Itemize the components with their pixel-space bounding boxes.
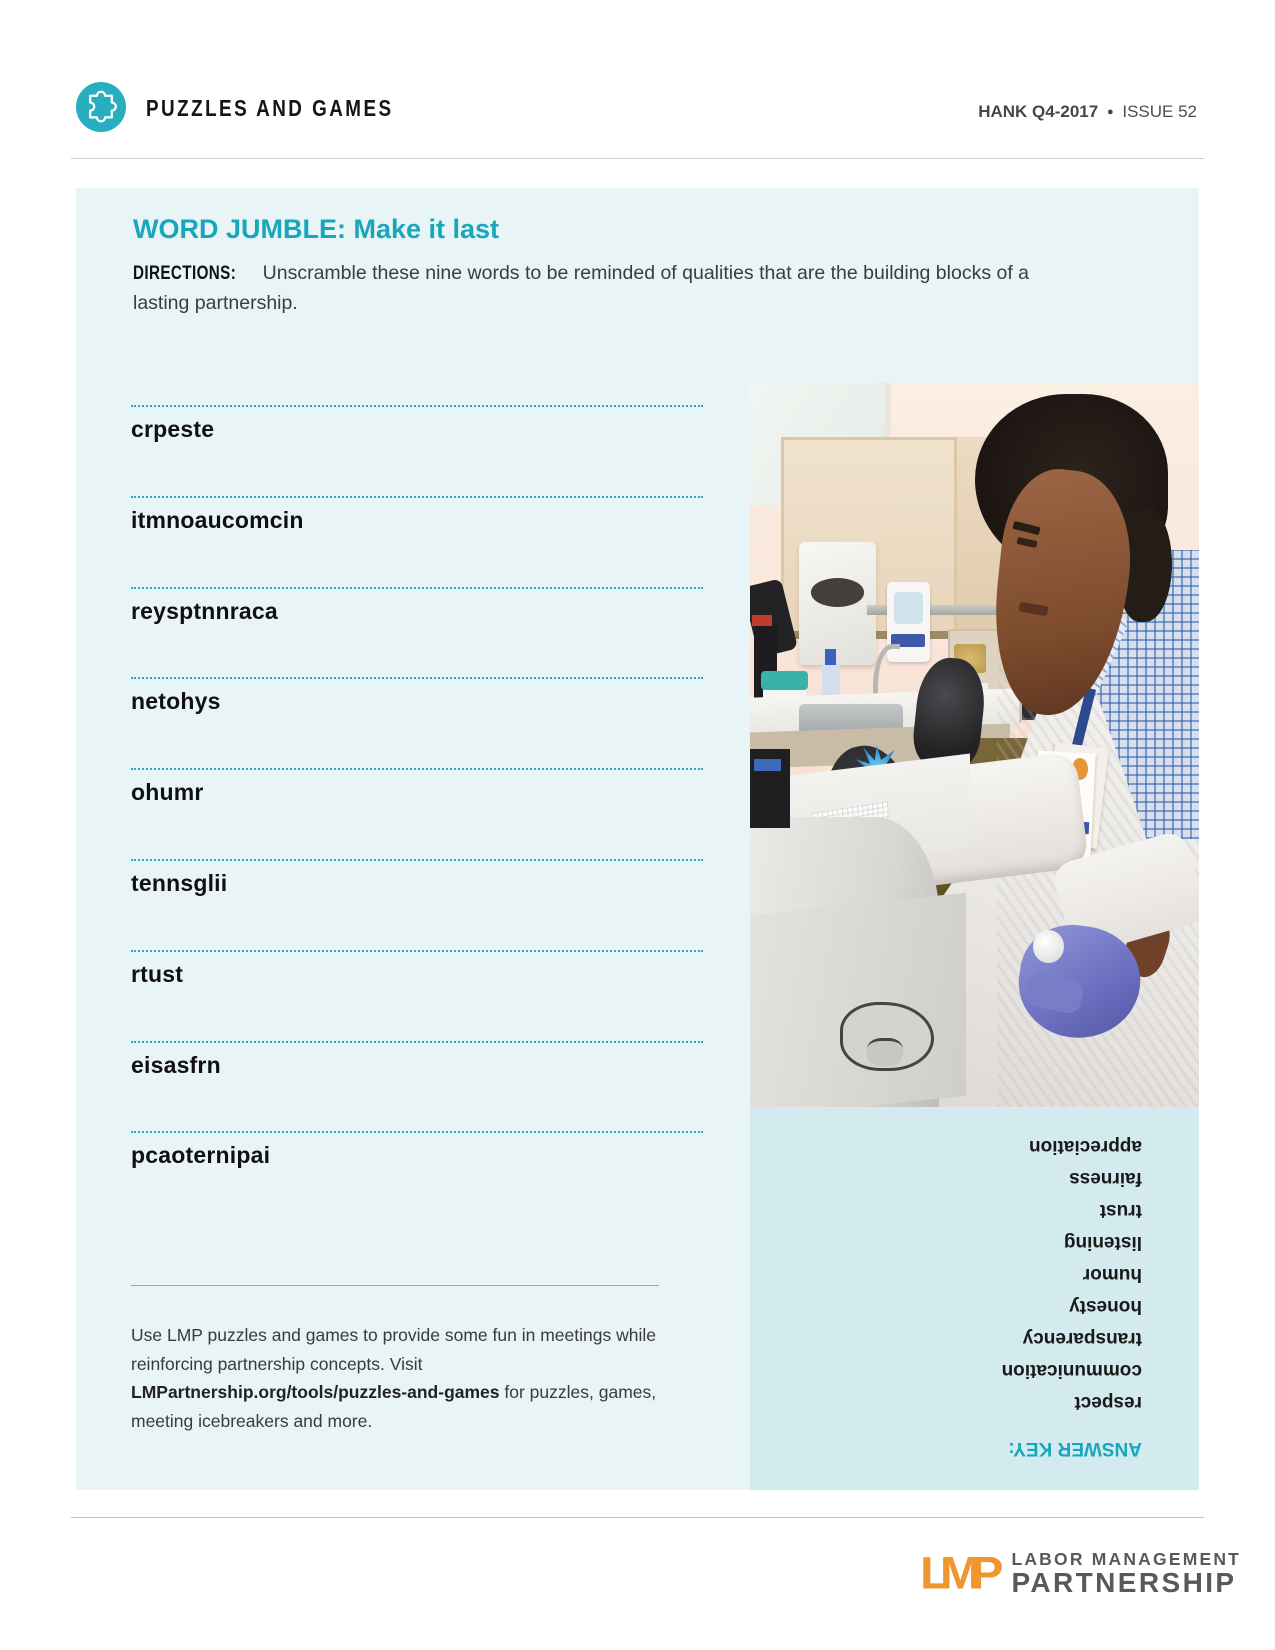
- answer-word: humor: [1082, 1264, 1142, 1285]
- note-divider: [131, 1285, 659, 1286]
- scrambled-word: ohumr: [131, 779, 204, 806]
- jumble-word-list: [131, 405, 703, 1222]
- issue-number: ISSUE 52: [1122, 102, 1197, 121]
- jumble-row: [131, 587, 703, 678]
- scrambled-word: rtust: [131, 960, 184, 987]
- photo-white-cap: [1033, 930, 1064, 963]
- jumble-row: [131, 496, 703, 587]
- note-text: Use LMP puzzles and games to provide some fun in meetings while reinforcing partnership concepts. Visit: [131, 1325, 656, 1374]
- footer-divider: [71, 1517, 1204, 1518]
- scrambled-word: tennsglii: [131, 869, 228, 896]
- photo-dark-device-label: [754, 759, 781, 771]
- answer-word: trust: [1099, 1200, 1142, 1221]
- puzzle-title: WORD JUMBLE: Make it last: [133, 214, 500, 244]
- scrambled-word: itmnoaucomcin: [131, 506, 304, 533]
- puzzle-panel: [76, 188, 1199, 1490]
- section-title: PUZZLES AND GAMES: [146, 95, 394, 121]
- usage-note: [131, 1321, 683, 1436]
- photo-spray-cap: [825, 649, 836, 665]
- lmp-logo: [920, 1550, 1241, 1597]
- photo-tub-lid: [761, 671, 808, 690]
- issue-info: [978, 102, 1197, 122]
- issue-edition: HANK Q4-2017: [978, 102, 1099, 121]
- answer-key-label: ANSWER KEY:: [1008, 1438, 1142, 1459]
- jumble-row: [131, 950, 703, 1041]
- jumble-row: [131, 1041, 703, 1132]
- directions-text: Unscramble these nine words to be reminded of qualities that are the building blocks of a lasting partnership.: [133, 262, 1030, 315]
- answer-word: communication: [1001, 1360, 1142, 1381]
- note-link: LMPartnership.org/tools/puzzles-and-games: [131, 1382, 500, 1403]
- logo-line2: PARTNERSHIP: [1011, 1567, 1237, 1598]
- puzzle-icon: [76, 82, 126, 132]
- answer-key-panel: [750, 1107, 1199, 1490]
- jumble-row: [131, 1131, 703, 1222]
- photo-soap-window: [894, 592, 923, 625]
- lmp-logo-text: [1011, 1550, 1241, 1597]
- lmp-logo-mark: LMP: [920, 1548, 994, 1599]
- photo-analyzer-front: [750, 893, 966, 1107]
- jumble-row: [131, 405, 703, 496]
- jumble-row: [131, 859, 703, 950]
- answer-word: fairness: [1069, 1168, 1142, 1189]
- answer-word: transparency: [1022, 1328, 1142, 1349]
- scrambled-word: pcaoternipai: [131, 1142, 271, 1169]
- jumble-row: [131, 768, 703, 859]
- answer-word: respect: [1074, 1392, 1142, 1413]
- separator-bullet: ●: [1106, 106, 1114, 118]
- scrambled-word: reysptnnraca: [131, 597, 278, 624]
- photo-analyzer-hole-notch: [867, 1038, 903, 1066]
- scrambled-word: netohys: [131, 688, 221, 715]
- scrambled-word: eisasfrn: [131, 1051, 221, 1078]
- answer-word: listening: [1063, 1232, 1142, 1253]
- puzzle-piece-glyph: [83, 89, 119, 125]
- lab-technician-photo: [750, 383, 1199, 1107]
- header-divider: [71, 158, 1204, 159]
- note-text-after: for puzzles, games, meeting icebreakers and more.: [131, 1382, 657, 1432]
- directions-label: DIRECTIONS:: [133, 262, 237, 284]
- photo-microscope-accent: [752, 615, 772, 627]
- scrambled-word: crpeste: [131, 416, 215, 442]
- logo-line1: LABOR MANAGEMENT: [1011, 1549, 1242, 1569]
- answer-word: appreciation: [1029, 1136, 1142, 1157]
- puzzle-directions: [133, 258, 1053, 318]
- answer-word: honesty: [1069, 1296, 1142, 1317]
- jumble-row: [131, 677, 703, 768]
- answer-key-rotated: [750, 1107, 1199, 1490]
